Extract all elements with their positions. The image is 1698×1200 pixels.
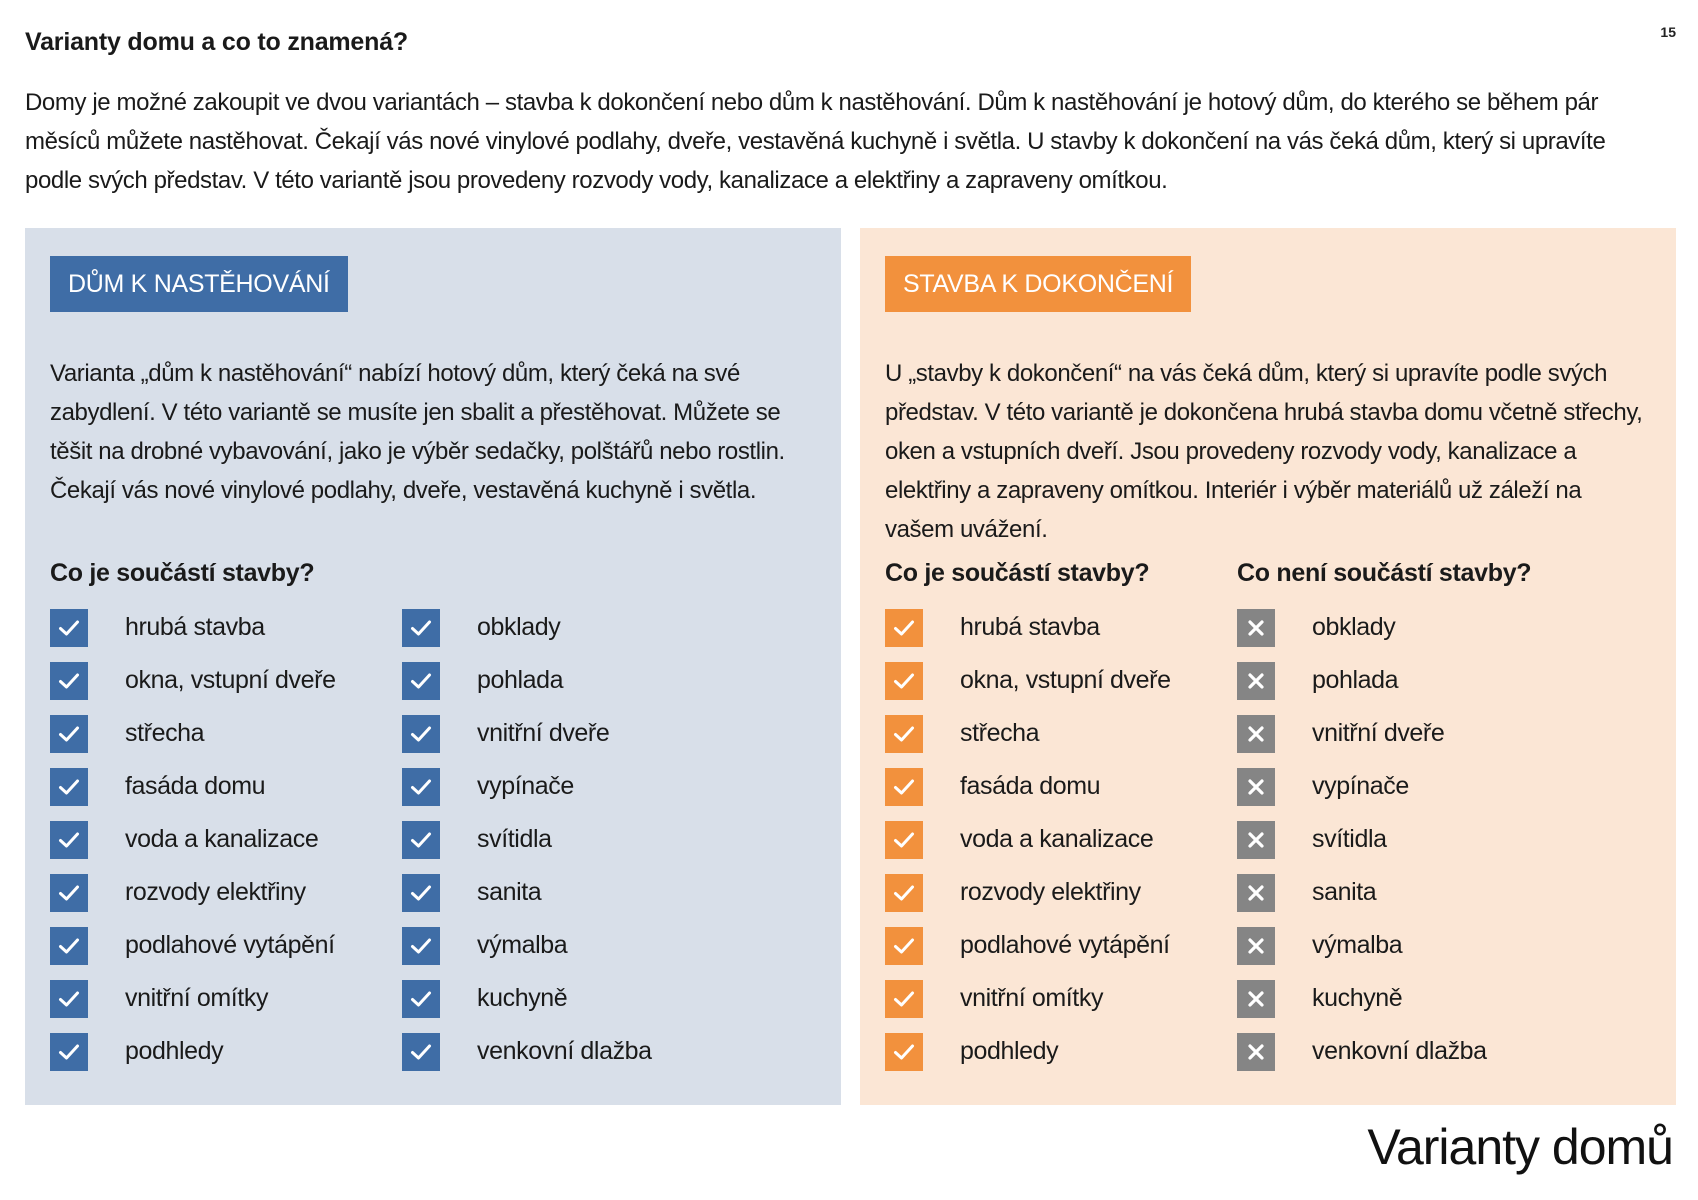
list-item-label: obklady bbox=[1312, 613, 1396, 641]
list-item bbox=[50, 1025, 420, 1078]
check-icon bbox=[402, 980, 440, 1018]
cross-icon bbox=[1237, 821, 1275, 859]
check-icon bbox=[402, 874, 440, 912]
panel-move-in-text: Varianta „dům k nastěhování“ nabízí hotový dům, který čeká na své zabydlení. V této variantě se musíte jen sbalit a přestěhovat. Můžete se těšit na drobné vybavování, jako je výběr sedačky, polštářů nebo rostlin. Čekají vás nové vinylové podlahy, dveře, vestavěná kuchyně i světla. bbox=[50, 360, 785, 504]
cross-icon bbox=[1237, 874, 1275, 912]
check-icon bbox=[50, 662, 88, 700]
included-heading-spacer bbox=[402, 553, 772, 593]
included-list bbox=[402, 601, 772, 1078]
cross-icon bbox=[1237, 927, 1275, 965]
list-item-label: vypínače bbox=[1312, 772, 1409, 800]
list-item bbox=[885, 919, 1255, 972]
cross-icon bbox=[1237, 715, 1275, 753]
included-list bbox=[885, 601, 1255, 1078]
page-number: 15 bbox=[1660, 24, 1676, 40]
list-item bbox=[885, 601, 1255, 654]
list-item-label: výmalba bbox=[477, 931, 568, 959]
check-icon bbox=[885, 1033, 923, 1071]
page-title: Varianty domu a co to znamená? bbox=[25, 28, 408, 56]
list-item bbox=[402, 1025, 772, 1078]
list-item bbox=[1237, 654, 1607, 707]
list-item-label: kuchyně bbox=[1312, 984, 1403, 1012]
list-item-label: vnitřní omítky bbox=[960, 984, 1104, 1012]
list-item bbox=[1237, 972, 1607, 1025]
check-icon bbox=[50, 1033, 88, 1071]
check-icon bbox=[885, 980, 923, 1018]
list-item bbox=[1237, 866, 1607, 919]
list-item-label: vnitřní dveře bbox=[1312, 719, 1445, 747]
list-item bbox=[885, 1025, 1255, 1078]
check-icon bbox=[402, 662, 440, 700]
list-item bbox=[402, 707, 772, 760]
check-icon bbox=[885, 874, 923, 912]
list-item-label: vnitřní omítky bbox=[125, 984, 269, 1012]
check-icon bbox=[50, 715, 88, 753]
panel-to-finish bbox=[860, 228, 1676, 1105]
list-item-label: sanita bbox=[477, 878, 542, 906]
list-item bbox=[885, 707, 1255, 760]
list-item bbox=[1237, 919, 1607, 972]
list-item bbox=[50, 866, 420, 919]
list-item bbox=[402, 760, 772, 813]
check-icon bbox=[402, 1033, 440, 1071]
list-item-label: obklady bbox=[477, 613, 561, 641]
list-item-label: podlahové vytápění bbox=[125, 931, 335, 959]
list-item bbox=[402, 919, 772, 972]
excluded-heading: Co není součástí stavby? bbox=[1237, 559, 1532, 587]
list-item-label: svítidla bbox=[1312, 825, 1387, 853]
check-icon bbox=[50, 927, 88, 965]
list-item bbox=[885, 972, 1255, 1025]
list-item bbox=[50, 972, 420, 1025]
list-item bbox=[50, 813, 420, 866]
footer-title: Varianty domů bbox=[1367, 1119, 1673, 1175]
list-item bbox=[50, 760, 420, 813]
list-item bbox=[885, 813, 1255, 866]
included-list bbox=[50, 601, 420, 1078]
list-item-label: podhledy bbox=[960, 1037, 1059, 1065]
included-heading: Co je součástí stavby? bbox=[885, 559, 1150, 587]
list-item-label: pohlada bbox=[1312, 666, 1399, 694]
cross-icon bbox=[1237, 980, 1275, 1018]
check-icon bbox=[885, 715, 923, 753]
list-item-label: okna, vstupní dveře bbox=[960, 666, 1171, 694]
check-icon bbox=[50, 980, 88, 1018]
list-item-label: rozvody elektřiny bbox=[125, 878, 306, 906]
list-item-label: okna, vstupní dveře bbox=[125, 666, 336, 694]
list-item-label: vnitřní dveře bbox=[477, 719, 610, 747]
included-column bbox=[885, 553, 1255, 1078]
list-item-label: svítidla bbox=[477, 825, 552, 853]
badge-move-in: DŮM K NASTĚHOVÁNÍ bbox=[50, 256, 348, 312]
cross-icon bbox=[1237, 609, 1275, 647]
cross-icon bbox=[1237, 662, 1275, 700]
list-item bbox=[885, 866, 1255, 919]
list-item bbox=[402, 813, 772, 866]
check-icon bbox=[885, 662, 923, 700]
check-icon bbox=[50, 874, 88, 912]
list-item-label: vypínače bbox=[477, 772, 574, 800]
list-item-label: pohlada bbox=[477, 666, 564, 694]
cross-icon bbox=[1237, 1033, 1275, 1071]
list-item-label: sanita bbox=[1312, 878, 1377, 906]
included-heading: Co je součástí stavby? bbox=[50, 559, 315, 587]
excluded-column bbox=[1237, 553, 1607, 1078]
check-icon bbox=[402, 768, 440, 806]
list-item-label: fasáda domu bbox=[960, 772, 1101, 800]
list-item bbox=[402, 654, 772, 707]
list-item-label: střecha bbox=[960, 719, 1040, 747]
cross-icon bbox=[1237, 768, 1275, 806]
list-item-label: střecha bbox=[125, 719, 205, 747]
list-item bbox=[50, 919, 420, 972]
list-item bbox=[885, 760, 1255, 813]
included-column-2 bbox=[402, 553, 772, 1078]
list-item bbox=[1237, 601, 1607, 654]
list-item-label: hrubá stavba bbox=[960, 613, 1100, 641]
check-icon bbox=[402, 927, 440, 965]
list-item-label: voda a kanalizace bbox=[125, 825, 319, 853]
included-column-1 bbox=[50, 553, 420, 1078]
list-item-label: fasáda domu bbox=[125, 772, 266, 800]
check-icon bbox=[885, 609, 923, 647]
check-icon bbox=[402, 821, 440, 859]
list-item bbox=[402, 866, 772, 919]
check-icon bbox=[402, 609, 440, 647]
check-icon bbox=[402, 715, 440, 753]
panel-move-in bbox=[25, 228, 841, 1105]
list-item-label: podlahové vytápění bbox=[960, 931, 1170, 959]
excluded-list bbox=[1237, 601, 1607, 1078]
list-item-label: voda a kanalizace bbox=[960, 825, 1154, 853]
list-item bbox=[50, 707, 420, 760]
badge-to-finish: STAVBA K DOKONČENÍ bbox=[885, 256, 1191, 312]
list-item bbox=[1237, 760, 1607, 813]
list-item-label: hrubá stavba bbox=[125, 613, 265, 641]
list-item bbox=[402, 601, 772, 654]
panel-to-finish-text: U „stavby k dokončení“ na vás čeká dům, který si upravíte podle svých představ. V této variantě je dokončena hrubá stavba domu včetně střechy, oken a vstupních dveří. Jsou provedeny rozvody vody, kanalizace a elektřiny a zapraveny omítkou. Interiér i výběr materiálů už záleží na vašem uvážení. bbox=[885, 360, 1643, 543]
list-item bbox=[1237, 813, 1607, 866]
list-item-label: výmalba bbox=[1312, 931, 1403, 959]
list-item-label: kuchyně bbox=[477, 984, 568, 1012]
list-item bbox=[885, 654, 1255, 707]
check-icon bbox=[50, 768, 88, 806]
list-item bbox=[1237, 1025, 1607, 1078]
list-item-label: venkovní dlažba bbox=[1312, 1037, 1487, 1065]
list-item-label: rozvody elektřiny bbox=[960, 878, 1141, 906]
check-icon bbox=[885, 768, 923, 806]
check-icon bbox=[50, 821, 88, 859]
list-item-label: podhledy bbox=[125, 1037, 224, 1065]
check-icon bbox=[885, 927, 923, 965]
list-item bbox=[402, 972, 772, 1025]
intro-paragraph: Domy je možné zakoupit ve dvou variantách – stavba k dokončení nebo dům k nastěhování. Dům k nastěhování je hotový dům, do kterého se během pár měsíců můžete nastěhovat. Čekají vás nové vinylové podlahy, dveře, vestavěná kuchyně i světla. U stavby k dokončení na vás čeká dům, který si upravíte podle svých představ. V této variantě jsou provedeny rozvody vody, kanalizace a elektřiny a zapraveny omítkou. bbox=[25, 89, 1606, 194]
list-item bbox=[50, 654, 420, 707]
list-item bbox=[50, 601, 420, 654]
list-item-label: venkovní dlažba bbox=[477, 1037, 652, 1065]
check-icon bbox=[50, 609, 88, 647]
check-icon bbox=[885, 821, 923, 859]
list-item bbox=[1237, 707, 1607, 760]
